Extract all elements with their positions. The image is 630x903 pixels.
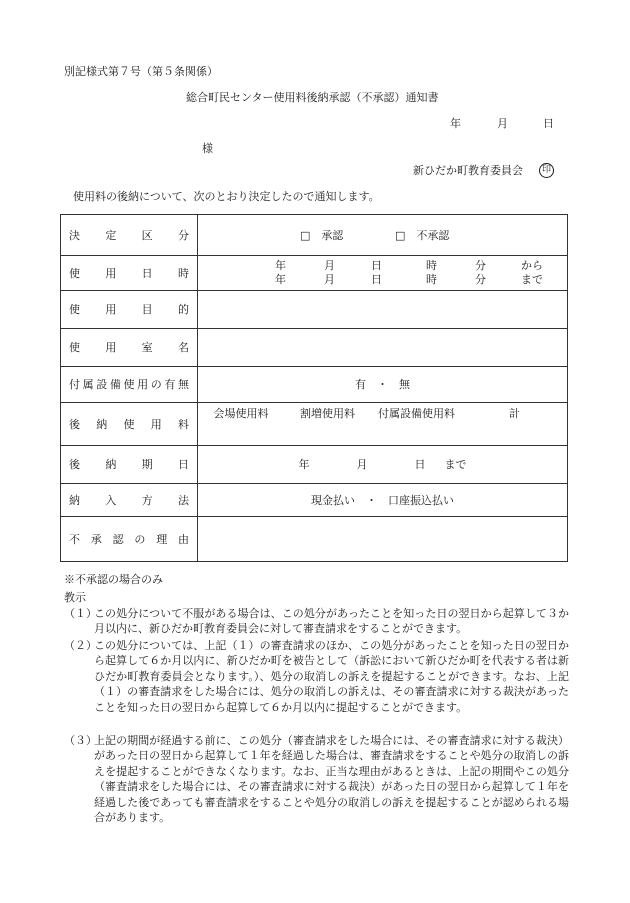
rejection-only-note: ※不承認の場合のみ <box>64 573 163 586</box>
reason-field[interactable] <box>198 517 568 562</box>
label-payment: 納入方法 <box>61 484 198 517</box>
payment-options[interactable]: 現金払い ・ 口座振込払い <box>198 484 568 517</box>
row-use-datetime <box>61 256 568 291</box>
label-fees: 後納使用料 <box>61 403 198 446</box>
use-end-line <box>198 273 567 287</box>
instruction-text: この処分について不服がある場合は、この処分があったことを知った日の翌日から起算して３か月以内に、新ひだか町教育委員会に対して審査請求をすることができます。 <box>94 607 569 636</box>
fee-header-total: 計 <box>509 406 520 420</box>
fee-venue-field[interactable] <box>198 423 284 445</box>
fees-header-row <box>198 403 567 423</box>
fees-value-row <box>198 423 567 445</box>
start-day-unit: 日 <box>371 259 382 272</box>
fee-header-venue: 会場使用料 <box>213 406 269 420</box>
label-purpose: 使用目的 <box>61 291 198 329</box>
end-until-label: まで <box>521 273 543 286</box>
row-room <box>61 329 568 367</box>
row-purpose <box>61 291 568 329</box>
fee-equipment-field[interactable] <box>371 423 462 445</box>
instruction-item-1 <box>64 606 569 637</box>
checkbox-reject[interactable]: □ 不承認 <box>395 228 450 242</box>
equipment-options[interactable]: 有 ・ 無 <box>198 367 568 403</box>
date-month-label: 月 <box>497 117 508 130</box>
purpose-field[interactable] <box>198 291 568 329</box>
instruction-number: （３） <box>64 734 97 747</box>
deadline-year-unit: 年 <box>298 458 310 471</box>
fee-header-surcharge: 割増使用料 <box>300 406 355 420</box>
row-equipment <box>61 367 568 403</box>
row-deadline <box>61 446 568 484</box>
instruction-text: この処分については、上記（１）の審査請求のほか、この処分があったことを知った日の翌日から起算して６か月以内に、新ひだか町を被告として（訴訟において新ひだか町を代表する者は新ひだか町教育委員会となります。）、処分の取消しの訴えを提起することができます。なお、上記（１）の審査請求をした場合には、処分の取消しの訴えは、その審査請求に対する裁決があったことを知った日の翌日から起算して６か月以内に提起することができます。 <box>94 639 569 714</box>
use-datetime-fields[interactable] <box>198 256 568 291</box>
date-year-label: 年 <box>450 117 461 130</box>
deadline-day-unit: 日 <box>414 458 426 471</box>
decision-options <box>198 215 568 256</box>
fee-header-equipment: 付属設備使用料 <box>378 406 455 420</box>
end-month-unit: 月 <box>324 273 335 286</box>
row-reason <box>61 517 568 562</box>
start-hour-unit: 時 <box>426 259 437 272</box>
instruction-number: （１） <box>64 607 97 620</box>
instruction-item-2 <box>64 638 569 715</box>
label-decision: 決定区分 <box>61 215 198 256</box>
label-room: 使用室名 <box>61 329 198 367</box>
checkbox-approve[interactable]: □ 承認 <box>300 228 344 242</box>
date-day-label: 日 <box>543 117 554 130</box>
instructions-heading: 教示 <box>64 591 86 604</box>
label-deadline: 後納期日 <box>61 446 198 484</box>
end-year-unit: 年 <box>275 273 286 286</box>
label-reason: 不承認の理由 <box>61 517 198 562</box>
form-number: 別記様式第７号（第５条関係） <box>64 65 218 78</box>
intro-text: 使用料の後納について、次のとおり決定したので通知します。 <box>73 190 380 203</box>
instruction-number: （２） <box>64 639 97 652</box>
fees-cell <box>198 403 568 446</box>
use-start-line <box>198 259 567 273</box>
instruction-text: 上記の期間が経過する前に、この処分（審査請求をした場合には、その審査請求に対する裁決）があった日の翌日から起算して１年を経過した場合は、審査請求をすることや処分の取消しの訴えを提起することができなくなります。なお、正当な理由があるときは、上記の期間やこの処分（審査請求をした場合には、その審査請求に対する裁決）があった日の翌日から起算して１年を経過した後であっても審査請求をすることや処分の取消しの訴えを提起することが認められる場合があります。 <box>94 734 569 825</box>
document-title: 総合町民センター使用料後納承認（不承認）通知書 <box>186 91 439 104</box>
addressee-suffix: 様 <box>202 142 213 155</box>
notice-form-table <box>60 214 568 562</box>
row-payment <box>61 484 568 517</box>
deadline-until-label: まで <box>444 458 467 471</box>
end-hour-unit: 時 <box>426 273 437 286</box>
start-month-unit: 月 <box>324 259 335 272</box>
start-year-unit: 年 <box>275 259 286 272</box>
end-day-unit: 日 <box>371 273 382 286</box>
issuer-name: 新ひだか町教育委員会 <box>413 164 523 177</box>
end-minute-unit: 分 <box>475 273 486 286</box>
row-fees <box>61 403 568 446</box>
start-from-label: から <box>521 259 543 272</box>
label-use-datetime: 使用日時 <box>61 256 198 291</box>
seal-icon: 印 <box>539 163 554 178</box>
fee-total-field[interactable] <box>462 423 567 445</box>
fees-subtable <box>198 403 567 445</box>
label-equipment: 付属設備使用の有無 <box>61 367 198 403</box>
deadline-month-unit: 月 <box>356 458 368 471</box>
room-field[interactable] <box>198 329 568 367</box>
deadline-field[interactable] <box>198 446 568 484</box>
instruction-item-3 <box>64 733 569 825</box>
start-minute-unit: 分 <box>475 259 486 272</box>
row-decision <box>61 215 568 256</box>
fee-surcharge-field[interactable] <box>284 423 371 445</box>
